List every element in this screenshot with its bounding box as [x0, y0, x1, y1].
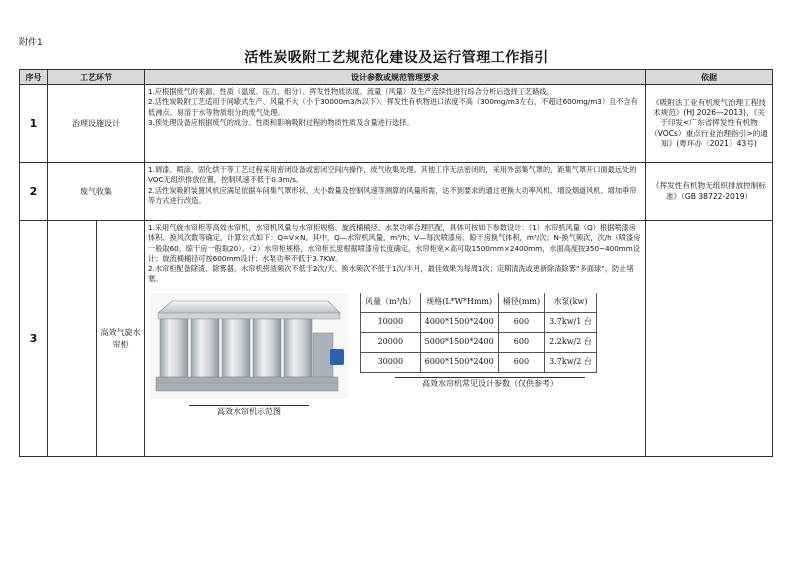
header-seq: 序号	[20, 70, 48, 85]
spec-cell: 5000*1500*2400	[420, 332, 498, 352]
row-number: 1	[20, 85, 48, 163]
requirement-item: 3.预处理设备应根据废气的成分、性质和影响吸附过程的物质性质及含量进行选择。	[148, 117, 414, 127]
spec-caption: 高效水帘机常见设计参数（仅供参考）	[395, 377, 585, 389]
header-basis: 依据	[646, 70, 773, 85]
spec-cell: 600	[498, 332, 544, 352]
row-basis: 《吸附法工业有机废气治理工程技术规范》(HJ 2026—2013)、《关于印发<广东省挥发性有机物（VOCs）重点行业治理指引>的通知》(粤环办〔2021〕43号)	[646, 85, 773, 163]
requirement-item: 1.采用气旋水帘柜等高效水帘机，水帘机风量与水帘柜规格、旋流桶桶径、水泵功率合理匹配，具体可按如下参数设计：（1）水帘机风量（Q）根据喷漆房体积、换风次数等确定，计算公式如下：Q=V×N。其中，Q—水帘机风量，m³/h；V—每次喷漆房、晾干房换气体积，m³/次；N-换气频次，次/h（喷漆房一般取60，晾干房一般取20）。（2）水帘柜规格，水帘柜长度根据喷漆房长度确定，水帘柜宽×高可取1500mm×2400mm，水面高度按350~400mm设计；旋流桶桶径可按600mm设计；水泵功率不低于3.7KW。	[148, 223, 641, 263]
table-row	[20, 85, 773, 163]
row-process: 高效气旋水帘柜	[97, 221, 145, 457]
table-row	[20, 221, 773, 457]
row-number: 3	[20, 221, 48, 457]
spec-row	[361, 332, 597, 352]
table-header-row	[20, 70, 773, 85]
row-requirements	[145, 221, 646, 457]
spec-row	[361, 312, 597, 332]
figure-area	[148, 293, 642, 418]
spec-header: 规格(L*W*Hmm)	[420, 293, 498, 313]
photo-caption: 高效水帘机示范图	[189, 405, 309, 417]
attachment-label: 附件1	[19, 38, 43, 48]
spec-row	[361, 352, 597, 372]
requirement-item: 1.调漆、喷涂、固化烘干等工艺过程采用密闭设备或密闭空间内操作，废气收集处理。其他工序无法密闭的，采用外部集气罩的，距集气罩开口面最远处的VOC无组织排放位置，控制风速不低于0.3m/s。	[148, 165, 637, 185]
row-process-blank	[48, 221, 97, 457]
page-title: 活性炭吸附工艺规范化建设及运行管理工作指引	[244, 50, 549, 66]
header-process: 工艺环节	[48, 70, 145, 85]
row-requirements	[145, 163, 646, 221]
spec-cell: 6000*1500*2400	[420, 352, 498, 372]
photo-figure	[150, 293, 348, 418]
spec-header: 水泵(kw)	[545, 293, 597, 313]
table-row	[20, 163, 773, 221]
header-requirements: 设计参数或规范管理要求	[145, 70, 646, 85]
spec-cell: 3.7kw/1 台	[545, 312, 597, 332]
spec-header: 桶径(mm)	[498, 293, 544, 313]
row-number: 2	[20, 163, 48, 221]
spec-cell: 20000	[361, 332, 421, 352]
spec-header: 风量（m³/h）	[361, 293, 421, 313]
requirement-item: 1.应根据废气的来源、性质（温度、压力、组分）、挥发性物质浓度、流量（风量）及生产连续性进行综合分析后选择工艺路线。	[148, 87, 554, 96]
spec-cell: 30000	[361, 352, 421, 372]
row-process: 废气收集	[48, 163, 145, 221]
spec-cell: 3.7kw/2 台	[545, 352, 597, 372]
spec-cell: 10000	[361, 312, 421, 332]
row-requirements	[145, 85, 646, 163]
spec-cell: 4000*1500*2400	[420, 312, 498, 332]
guideline-table	[19, 69, 773, 457]
row-basis: 《挥发性有机物无组织排放控制标准》（GB 38722-2019）	[646, 163, 773, 221]
requirement-item: 2.水帘柜配备除渣、除雾器，水帘机捞渣频次不低于2次/天、换水频次不低于1次/半月，最佳效果为每周1次；定期清洗或更新除渣除雾“多面球”，防止堵塞。	[148, 264, 634, 284]
requirement-item: 2.活性炭吸附装置风机应满足依据车间集气罩形状、大小数量及控制风速等测算的风量所需，达不到要求的通过更换大功率风机、增设烟道风机、增加垂帘等方式进行改造。	[148, 185, 637, 205]
spec-cell: 600	[498, 312, 544, 332]
water-curtain-machine-image	[150, 293, 348, 399]
row-basis	[646, 221, 773, 457]
spec-header-row	[361, 293, 597, 313]
spec-cell: 2.2kw/2 台	[545, 332, 597, 352]
spec-cell: 600	[498, 352, 544, 372]
requirement-item: 2.活性炭吸附工艺适用于间歇式生产、风量不大（小于30000m3/h以下）、挥发性有机物进口浓度不高（300mg/m3左右，不超过600mg/m3）且不含有低沸点、易溶于水等物质组分的废气处理。	[148, 97, 638, 117]
row-process: 治理设施设计	[48, 85, 145, 163]
spec-table	[360, 293, 597, 373]
spec-figure	[360, 293, 620, 389]
